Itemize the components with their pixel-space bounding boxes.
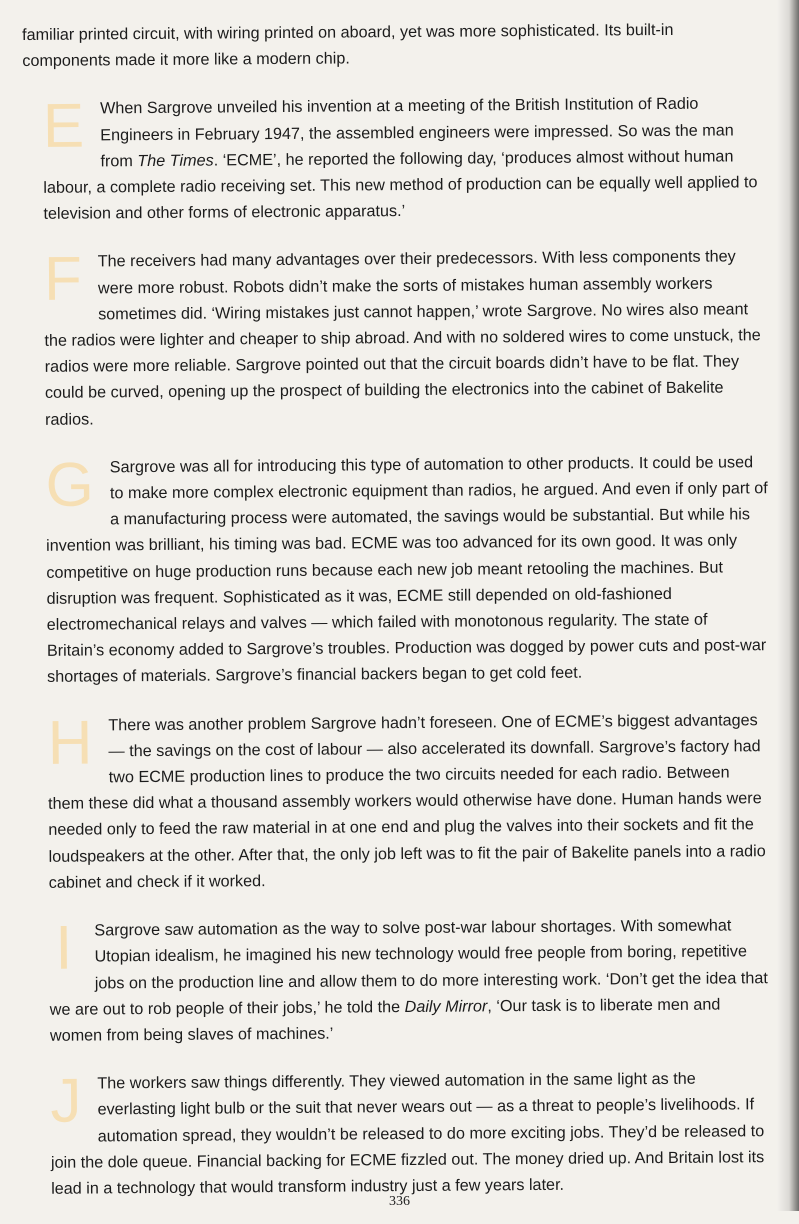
paragraph-j-text: The workers saw things differently. They viewed automation in the same light as the everlasting light bulb or the suit that never wears out — as a threat to people’s livelihoods. If automation spread, they wouldn’t be released to do more exciting jobs. They’d be released to join the dole queue. Financial backing for ECME fizzled out. The money dried up. And Britain lost its lead in a technology that would transform industry just a few years later. [50,1069,765,1198]
dropcap-f: F [43,244,83,315]
paragraph-i-text-before: Sargrove saw automation as the way to solve post-war labour shortages. With somewhat Utopian idealism, he imagined his new technology would free people from boring, repetitive jobs on the production line and allow them to do more interesting work. ‘Don’t get the idea that we are out to rob people of their jobs,’ he told the [49,916,768,1019]
page-number: 336 [389,1194,410,1209]
paragraph-g-text: Sargrove was all for introducing this type of automation to other products. It could be used to make more complex electronic equipment than radios, he argued. And even if only part of a manufacturing process were automated, the savings would be substantial. But while his invention was brilliant, his timing was bad. ECME was too advanced for its own good. It was only competitive on huge production runs because each new job meant retooling the machines. But disruption was frequent. Sophisticated as it was, ECME still depended on old-fashioned electromechanical relays and valves — which failed with monotonous regularity. The state of Britain’s economy added to Sargrove’s troubles. Production was dogged by power cuts and post-war shortages of materials. Sargrove’s financial backers began to get cold feet. [46,453,768,687]
dropcap-h: H [47,708,93,778]
paragraph-h [27,707,770,896]
continuation-text: familiar printed circuit, with wiring printed on aboard, yet was more sophisticated. Its built-in components made it more like a modern chip. [22,20,674,71]
paragraph-i [29,912,772,1049]
book-page [22,16,773,1224]
paragraph-e-emphasis: The Times [137,151,214,170]
binding-shadow [777,0,799,1211]
paragraph-i-text-after: , ‘Our task is to liberate men and women from being slaves of machines.’ [49,995,721,1045]
continuation-paragraph [22,16,764,74]
dropcap-i: I [55,913,73,983]
paragraph-h-text: There was another problem Sargrove hadn’t foreseen. One of ECME’s biggest advantages — the savings on the cost of labour — also accelerated its downfall. Sargrove’s factory had two ECME production lines to produce the two circuits needed for each radio. Between them these did what a thousand assembly workers would otherwise have done. Human hands were needed only to feed the raw material in at one end and plug the valves into their sockets and fit the loudspeakers at the other. After that, the only job left was to fit the pair of Bakelite panels into a radio cabinet and check if it worked. [48,710,766,892]
dropcap-j: J [50,1066,82,1136]
paragraph-f-text: The receivers had many advantages over their predecessors. With less components they were more robust. Robots didn’t make the sorts of mistakes human assembly workers sometimes did. ‘Wiring mistakes just cannot happen,’ wrote Sargrove. No wires also meant the radios were lighter and cheaper to ship abroad. And with no soldered wires to come unstuck, the radios were more reliable. Sargrove pointed out that the circuit boards didn’t have to be flat. They could be curved, opening up the prospect of building the electronics into the cabinet of Bakelite radios. [44,247,761,429]
paragraph-i-emphasis: Daily Mirror [404,997,488,1016]
dropcap-e: E [42,91,85,162]
paragraph-e [23,91,766,228]
dropcap-g: G [45,450,95,520]
paragraph-e-text-after: . ‘ECME’, he reported the following day, ‘produces almost without human labour, a complete radio receiving set. This new method of production can be equally well applied to television and other forms of electronic apparatus.’ [43,147,758,224]
paragraph-f [24,244,767,433]
paragraph-j [30,1065,773,1202]
paragraph-g [25,449,769,691]
paragraph-e-text-before: When Sargrove unveiled his invention at a meeting of the British Institution of Radio Engineers in February 1947, the assembled engineers were impressed. So was the man from [99,95,734,171]
